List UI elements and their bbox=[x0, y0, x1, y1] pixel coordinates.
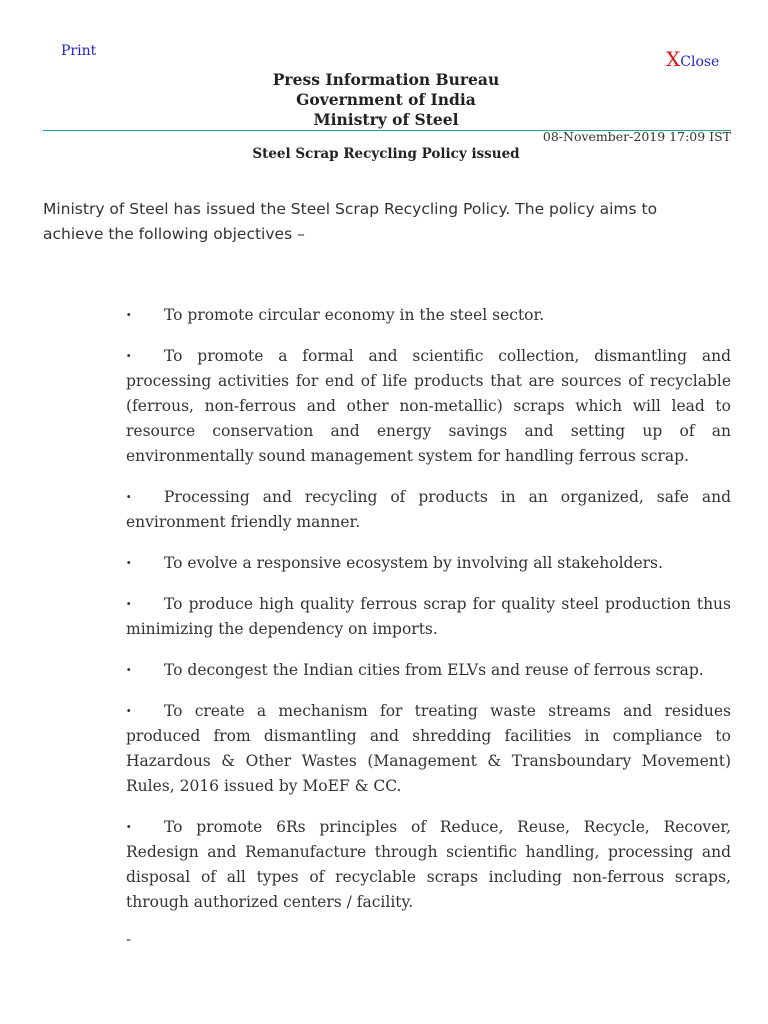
header-government: Government of India bbox=[296, 90, 476, 109]
objective-item: · To create a mechanism for treating waste streams and residues produced from dismantling and shredding facilities in compliance to Hazardous & Other Wastes (Management & Transboundary Movement) Rules, 2016 issued by MoEF & CC. bbox=[126, 698, 731, 799]
header-bureau: Press Information Bureau bbox=[272, 70, 500, 89]
objective-item: · Processing and recycling of products in an organized, safe and environment friendly manner. bbox=[126, 484, 731, 535]
release-header bbox=[0, 70, 768, 130]
objective-item: · To promote a formal and scientific collection, dismantling and processing activities for end of life products that are sources of recyclable (ferrous, non-ferrous and other non-metallic) scraps which will lead to resource conservation and energy savings and setting up of an environmentally sound management system for handling ferrous scrap. bbox=[126, 343, 731, 469]
release-headline: Steel Scrap Recycling Policy issued bbox=[252, 146, 520, 162]
release-dateline: 08-November-2019 17:09 IST bbox=[542, 129, 731, 144]
header-ministry: Ministry of Steel bbox=[313, 110, 459, 129]
objectives-list bbox=[126, 302, 731, 930]
close-icon[interactable]: X bbox=[666, 47, 681, 71]
close-link[interactable] bbox=[666, 47, 719, 71]
close-label[interactable]: Close bbox=[680, 54, 720, 70]
objective-item: · To evolve a responsive ecosystem by involving all stakeholders. bbox=[126, 550, 731, 576]
objective-item: · To promote 6Rs principles of Reduce, Reuse, Recycle, Recover, Redesign and Remanufacture through scientific handling, processing and disposal of all types of recyclable scraps including non-ferrous scraps, through authorized centers / facility. bbox=[126, 814, 731, 915]
objective-item: · To promote circular economy in the steel sector. bbox=[126, 302, 731, 328]
objective-item: · To decongest the Indian cities from ELVs and reuse of ferrous scrap. bbox=[126, 657, 731, 683]
trailing-dash: - bbox=[126, 930, 132, 948]
intro-paragraph: Ministry of Steel has issued the Steel Scrap Recycling Policy. The policy aims to achieve the following objectives – bbox=[43, 200, 658, 243]
print-link[interactable]: Print bbox=[61, 43, 97, 59]
objective-item: · To produce high quality ferrous scrap for quality steel production thus minimizing the dependency on imports. bbox=[126, 591, 731, 642]
